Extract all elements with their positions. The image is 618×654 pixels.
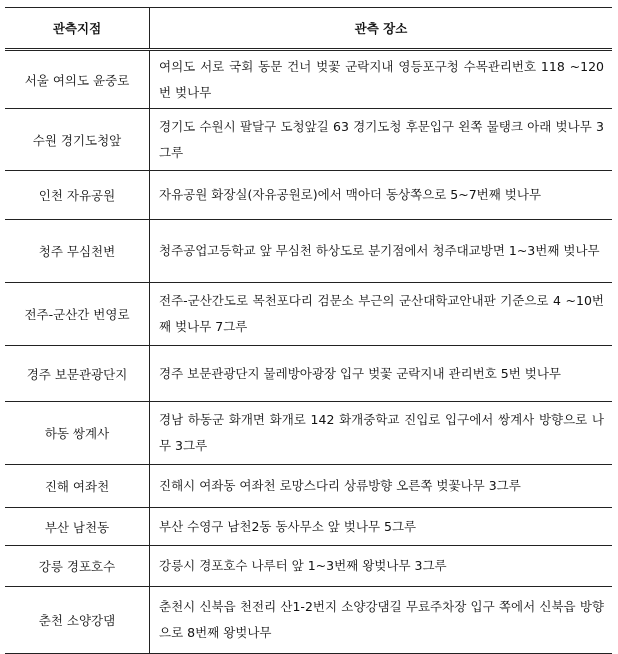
location-cell: 청주 무심천변 (5, 220, 150, 283)
location-cell: 경주 보문관광단지 (5, 346, 150, 402)
table-row (5, 109, 612, 171)
table-row (5, 508, 612, 546)
place-cell: 전주-군산간도로 목천포다리 검문소 부근의 군산대학교안내판 기준으로 4 ~10번째 벚나무 7그루 (150, 283, 613, 346)
location-cell: 수원 경기도청앞 (5, 109, 150, 171)
location-cell: 강릉 경포호수 (5, 546, 150, 587)
header-location: 관측지점 (5, 8, 150, 50)
observation-sites-table (5, 7, 612, 654)
place-cell: 춘천시 신북읍 천전리 산1-2번지 소양강댐길 무료주차장 입구 쪽에서 신북읍 방향으로 8번째 왕벚나무 (150, 587, 613, 654)
place-cell: 부산 수영구 남천2동 동사무소 앞 벚나무 5그루 (150, 508, 613, 546)
place-cell: 자유공원 화장실(자유공원로)에서 맥아더 동상쪽으로 5~7번째 벚나무 (150, 171, 613, 220)
location-cell: 춘천 소양강댐 (5, 587, 150, 654)
place-cell: 경주 보문관광단지 물레방아광장 입구 벚꽃 군락지내 관리번호 5번 벚나무 (150, 346, 613, 402)
table-row (5, 220, 612, 283)
location-cell: 하동 쌍계사 (5, 402, 150, 465)
table-row (5, 171, 612, 220)
place-cell: 진해시 여좌동 여좌천 로망스다리 상류방향 오른쪽 벚꽃나무 3그루 (150, 465, 613, 508)
place-cell: 경기도 수원시 팔달구 도청앞길 63 경기도청 후문입구 왼쪽 물탱크 아래 벚나무 3그루 (150, 109, 613, 171)
place-cell: 강릉시 경포호수 나루터 앞 1~3번째 왕벚나무 3그루 (150, 546, 613, 587)
location-cell: 부산 남천동 (5, 508, 150, 546)
location-cell: 전주-군산간 번영로 (5, 283, 150, 346)
table-row (5, 402, 612, 465)
place-cell: 여의도 서로 국회 동문 건너 벚꽃 군락지내 영등포구청 수목관리번호 118 ~120번 벚나무 (150, 50, 613, 109)
place-cell: 경남 하동군 화개면 화개로 142 화개중학교 진입로 입구에서 쌍계사 방향으로 나무 3그루 (150, 402, 613, 465)
table-row (5, 346, 612, 402)
table-row (5, 465, 612, 508)
table-row (5, 587, 612, 654)
table-row (5, 50, 612, 109)
location-cell: 진해 여좌천 (5, 465, 150, 508)
location-cell: 인천 자유공원 (5, 171, 150, 220)
place-cell: 청주공업고등학교 앞 무심천 하상도로 분기점에서 청주대교방면 1~3번째 벚나무 (150, 220, 613, 283)
table-row (5, 283, 612, 346)
table-header-row (5, 8, 612, 50)
location-cell: 서울 여의도 윤중로 (5, 50, 150, 109)
header-place: 관측 장소 (150, 8, 613, 50)
table-row (5, 546, 612, 587)
